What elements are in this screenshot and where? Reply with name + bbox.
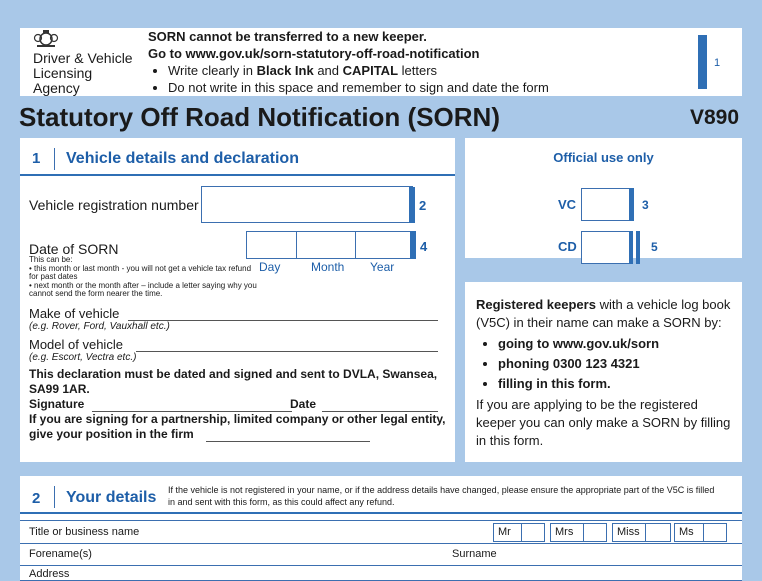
notice-title: SORN cannot be transferred to a new keeper. bbox=[148, 29, 427, 44]
date-sign-label: Date bbox=[290, 397, 317, 411]
declaration-text: This declaration must be dated and signed and sent to DVLA, Swansea, SA99 1AR. bbox=[29, 367, 438, 396]
keepers-footer: If you are applying to be the registered keeper you can only make a SORN by filling in this form. bbox=[476, 397, 731, 448]
section2-number: 2 bbox=[32, 490, 41, 507]
notice-bullet-2: • Do not write in this space and remember to sign and date the form bbox=[168, 79, 549, 96]
signature-label: Signature bbox=[29, 397, 85, 411]
header-panel bbox=[20, 28, 742, 96]
agency-name bbox=[33, 51, 133, 96]
header-marker-bar bbox=[698, 35, 707, 89]
date-help: This can be: • this month or last month - you will not get a vehicle tax refund for past dates • next month or the month after – include a letter saying why you cannot send the form nearer the time. bbox=[29, 255, 257, 298]
keepers-lead: Registered keepers with a vehicle log book (V5C) in their name can make a SORN by: bbox=[476, 297, 731, 330]
section-vehicle-details bbox=[20, 138, 455, 462]
agency-line-3: Agency bbox=[33, 80, 80, 96]
notice-bullet-1: • Write clearly in Black Ink and CAPITAL letters bbox=[168, 62, 549, 79]
keepers-item-phone: • phoning 0300 123 4321 bbox=[498, 354, 659, 374]
page-title: Statutory Off Road Notification (SORN) bbox=[19, 102, 500, 132]
make-hint: (e.g. Rover, Ford, Vauxhall etc.) bbox=[29, 321, 170, 332]
agency-line-1: Driver & Vehicle bbox=[33, 50, 133, 66]
title-row bbox=[20, 520, 742, 544]
date-input-group bbox=[246, 231, 416, 259]
reg-label: Vehicle registration number bbox=[29, 197, 199, 213]
official-heading: Official use only bbox=[553, 150, 654, 165]
royal-crest-icon bbox=[33, 29, 59, 49]
header-marker: 1 bbox=[714, 57, 721, 69]
position-input[interactable] bbox=[206, 440, 370, 442]
form-code: V890 bbox=[690, 106, 740, 129]
day-label: Day bbox=[259, 260, 281, 274]
address-row[interactable] bbox=[20, 566, 742, 581]
address-label: Address bbox=[29, 568, 70, 580]
year-label: Year bbox=[370, 260, 395, 274]
partnership-text: If you are signing for a partnership, limited company or other legal entity, give your position in the firm bbox=[29, 412, 446, 441]
keepers-list bbox=[478, 334, 659, 394]
model-hint: (e.g. Escort, Vectra etc.) bbox=[29, 352, 137, 363]
cd-input[interactable] bbox=[581, 231, 633, 264]
official-use-panel bbox=[465, 138, 742, 258]
vc-label: VC bbox=[558, 197, 577, 212]
surname-label: Surname bbox=[452, 548, 497, 560]
model-input[interactable] bbox=[136, 350, 438, 352]
section2-note: If the vehicle is not registered in your name, or if the address details have changed, please ensure the appropriate part of the V5C is filled in and sent with this form, as this could affect any refund. bbox=[168, 485, 715, 507]
section1-number: 1 bbox=[32, 150, 41, 167]
title-label: Title or business name bbox=[29, 526, 140, 538]
vc-input[interactable] bbox=[581, 188, 633, 221]
month-label: Month bbox=[311, 260, 345, 274]
reg-marker: 2 bbox=[419, 198, 427, 213]
notice-url-line: Go to www.gov.uk/sorn-statutory-off-road-notification bbox=[148, 46, 480, 61]
date-marker: 4 bbox=[420, 239, 428, 254]
title-mr-option[interactable]: Mr bbox=[493, 523, 545, 542]
agency-line-2: Licensing bbox=[33, 65, 93, 81]
cd-label: CD bbox=[558, 239, 577, 254]
keepers-item-online: • going to www.gov.uk/sorn bbox=[498, 334, 659, 354]
title-mrs-option[interactable]: Mrs bbox=[550, 523, 607, 542]
registered-keepers-panel bbox=[465, 282, 742, 462]
cd-marker: 5 bbox=[651, 240, 658, 254]
title-miss-option[interactable]: Miss bbox=[612, 523, 671, 542]
title-ms-option[interactable]: Ms bbox=[674, 523, 727, 542]
header-notice bbox=[148, 28, 549, 96]
section-your-details bbox=[20, 476, 742, 580]
make-input[interactable] bbox=[128, 319, 438, 321]
vc-marker: 3 bbox=[642, 198, 649, 212]
month-input[interactable] bbox=[297, 231, 356, 259]
keepers-item-form: • filling in this form. bbox=[498, 374, 659, 394]
date-label: Date of SORN bbox=[29, 241, 119, 257]
model-label: Model of vehicle bbox=[29, 337, 123, 352]
make-label: Make of vehicle bbox=[29, 306, 120, 321]
day-input[interactable] bbox=[246, 231, 297, 259]
year-input[interactable] bbox=[356, 231, 411, 259]
name-row[interactable] bbox=[20, 543, 742, 566]
reg-input[interactable] bbox=[201, 186, 413, 223]
forename-label: Forename(s) bbox=[29, 548, 92, 560]
section1-heading: Vehicle details and declaration bbox=[66, 150, 299, 167]
section2-heading: Your details bbox=[66, 489, 157, 506]
